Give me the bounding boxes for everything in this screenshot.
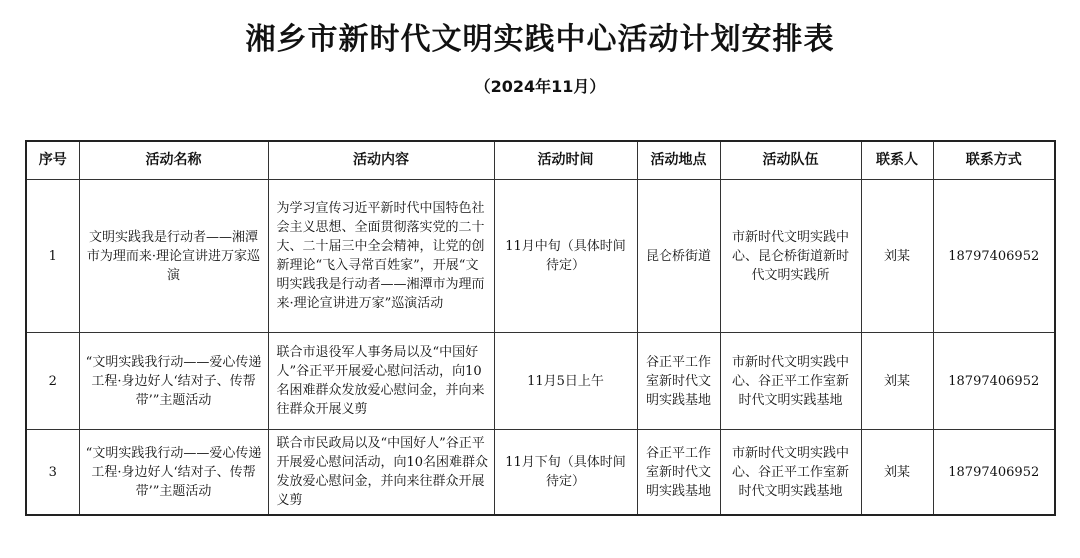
cell-name bbox=[79, 430, 268, 516]
table-header-row bbox=[26, 141, 1055, 180]
cell-name bbox=[79, 333, 268, 430]
cell-content: 联合市民政局以及“中国好人”谷正平开展爱心慰问活动，向10名困难群众发放爱心慰问金，并向来往群众开展义剪 bbox=[268, 430, 494, 516]
cell-phone: 18797406952 bbox=[933, 180, 1055, 333]
cell-no: 3 bbox=[26, 430, 79, 516]
activity-time: 11月下旬（具体时间待定） bbox=[505, 455, 626, 489]
table-row bbox=[26, 333, 1055, 430]
header-time: 活动时间 bbox=[494, 141, 637, 180]
activity-plan-table bbox=[25, 140, 1056, 516]
page-title: 湘乡市新时代文明实践中心活动计划安排表 bbox=[245, 22, 835, 57]
cell-place: 谷正平工作室新时代文明实践基地 bbox=[637, 333, 720, 430]
cell-place: 昆仑桥街道 bbox=[637, 180, 720, 333]
header-name: 活动名称 bbox=[79, 141, 268, 180]
activity-name: 文明实践我是行动者——湘潭市为理而来·理论宣讲进万家巡演 bbox=[86, 229, 261, 283]
cell-phone: 18797406952 bbox=[933, 430, 1055, 516]
activity-time: 11月中旬（具体时间待定） bbox=[505, 239, 626, 273]
cell-team: 市新时代文明实践中心、昆仑桥街道新时代文明实践所 bbox=[720, 180, 861, 333]
cell-content: 联合市退役军人事务局以及“中国好人”谷正平开展爱心慰问活动，向10名困难群众发放爱心慰问金，并向来往群众开展义剪 bbox=[268, 333, 494, 430]
header-place: 活动地点 bbox=[637, 141, 720, 180]
cell-time bbox=[494, 430, 637, 516]
activity-name: “文明实践我行动——爱心传递工程·身边好人‘结对子、传帮带’”主题活动 bbox=[85, 354, 262, 408]
cell-place: 谷正平工作室新时代文明实践基地 bbox=[637, 430, 720, 516]
cell-contact: 刘某 bbox=[861, 180, 933, 333]
table-row bbox=[26, 180, 1055, 333]
cell-contact: 刘某 bbox=[861, 333, 933, 430]
cell-phone: 18797406952 bbox=[933, 333, 1055, 430]
cell-contact: 刘某 bbox=[861, 430, 933, 516]
cell-team: 市新时代文明实践中心、谷正平工作室新时代文明实践基地 bbox=[720, 430, 861, 516]
cell-time bbox=[494, 180, 637, 333]
header-contact: 联系人 bbox=[861, 141, 933, 180]
page-subtitle: （2024年11月） bbox=[474, 77, 606, 96]
activity-name: “文明实践我行动——爱心传递工程·身边好人‘结对子、传帮带’”主题活动 bbox=[85, 445, 262, 499]
header-phone: 联系方式 bbox=[933, 141, 1055, 180]
cell-no: 2 bbox=[26, 333, 79, 430]
header-no: 序号 bbox=[26, 141, 79, 180]
cell-name bbox=[79, 180, 268, 333]
cell-no: 1 bbox=[26, 180, 79, 333]
header-content: 活动内容 bbox=[268, 141, 494, 180]
activity-time: 11月5日上午 bbox=[527, 373, 604, 389]
cell-time bbox=[494, 333, 637, 430]
header-team: 活动队伍 bbox=[720, 141, 861, 180]
table-row bbox=[26, 430, 1055, 516]
cell-team: 市新时代文明实践中心、谷正平工作室新时代文明实践基地 bbox=[720, 333, 861, 430]
cell-content: 为学习宣传习近平新时代中国特色社会主义思想、全面贯彻落实党的二十大、二十届三中全会精神，让党的创新理论“飞入寻常百姓家”，开展“文明实践我是行动者——湘潭市为理而来·理论宣讲进万家”巡演活动 bbox=[268, 180, 494, 333]
